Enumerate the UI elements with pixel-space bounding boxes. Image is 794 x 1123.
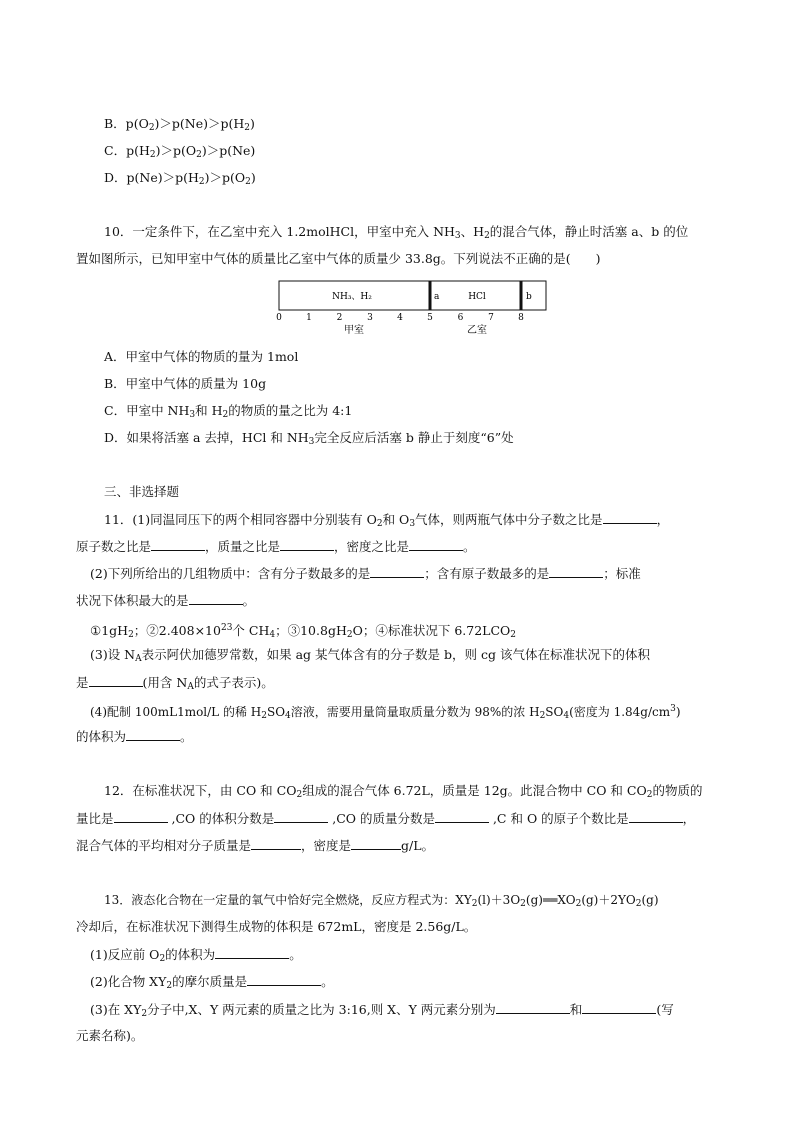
answer-blank: [549, 565, 603, 578]
tick-4: 4: [397, 313, 403, 323]
answer-blank: [409, 538, 463, 551]
q11-part1-line2: 原子数之比是 ，质量之比是 ，密度之比是 。: [76, 539, 476, 554]
q10-option-d: D．如果将活塞 a 去掉，HCl 和 $NH_3$完全反应后活塞 b 静止于刻度“6”处: [104, 430, 514, 447]
q12-line3: 混合气体的平均相对分子质量是 ，密度是 g/L。: [76, 838, 435, 853]
tick-2: 2: [336, 313, 343, 323]
q10-stem-line1: 10．一定条件下，在乙室中充入 1.2molHCl，甲室中充入 $NH_3$、$H_2$的混合气体，静止时活塞 a、b 的位: [104, 224, 689, 241]
answer-blank: [247, 973, 321, 986]
tick-7: 7: [488, 313, 494, 323]
piston-diagram: [270, 276, 560, 342]
q10-option-b: B．甲室中气体的质量为 10g: [104, 376, 267, 391]
answer-blank: [280, 538, 334, 551]
q11-part3-line2: 是 (用含 $N_A$的式子表示)。: [76, 675, 274, 692]
q13-line1: 13．液态化合物在一定量的氧气中恰好完全燃烧，反应方程式为：$XY_2(l)+3O_2(g)══XO_2(g)+2YO_2(g)$: [104, 893, 659, 909]
scale-ticks: [276, 313, 524, 323]
q11-part2-line1: (2)下列所给出的几组物质中：含有分子数最多的是 ；含有原子数最多的是 ；标准: [90, 566, 641, 581]
q11-part2-line2: 状况下体积最大的是 。: [76, 593, 256, 608]
answer-blank: [496, 1001, 570, 1014]
tick-8: 8: [518, 313, 524, 323]
chamber-jia-label: 甲室: [344, 325, 364, 336]
answer-blank: [435, 810, 489, 823]
answer-blank: [189, 592, 243, 605]
answer-blank: [582, 1001, 656, 1014]
q13-part3-line1: (3)在 $XY_2$分子中,X、Y 两元素的质量之比为 3:16,则 X、Y 两元素分别为 和 (写: [90, 1002, 674, 1019]
piston-b-label: b: [526, 292, 532, 302]
answer-blank: [126, 728, 180, 741]
cylinder-outline: [279, 281, 546, 310]
answer-blank: [629, 810, 683, 823]
piston-b: [520, 281, 523, 310]
q12-line2: 量比是 ,CO 的体积分数是 ,CO 的质量分数是 ,C 和 O 的原子个数比是 ，: [76, 811, 696, 826]
tick-0: 0: [276, 313, 282, 323]
chamber-yi-label: 乙室: [467, 325, 487, 336]
option-c: C．$p(H_2)>p(O_2)>p(Ne)$: [104, 143, 256, 160]
answer-blank: [215, 946, 289, 959]
option-b: B．$p(O_2)>p(Ne)>p(H_2)$: [104, 116, 255, 133]
q13-part3-line2: 元素名称)。: [76, 1028, 144, 1043]
q13-part1: (1)反应前 $O_2$的体积为 。: [90, 947, 302, 964]
q13-part2: (2)化合物 $XY_2$的摩尔质量是 。: [90, 974, 334, 991]
q11-part4-line2: 的体积为 。: [76, 729, 193, 744]
gas-jia-label: NH₃、H₂: [332, 292, 372, 302]
tick-3: 3: [367, 313, 373, 323]
q12-line1: 12．在标准状况下，由 CO 和 $CO_2$组成的混合气体 6.72L，质量是 12g。此混合物中 CO 和 $CO_2$的物质的: [104, 783, 703, 800]
option-d: D．$p(Ne)>p(H_2)>p(O_2)$: [104, 170, 256, 187]
tick-5: 5: [427, 313, 433, 323]
answer-blank: [251, 837, 301, 850]
answer-blank: [114, 810, 168, 823]
answer-blank: [370, 565, 424, 578]
q11-part4-line1: (4)配制 100mL1mol/L 的稀 $H_2SO_4$溶液，需要用量筒量取质量分数为 98%的浓 $H_2SO_4$(密度为 $1.84g/cm^3$): [90, 704, 681, 721]
q11-part2-substances: $①1gH_2$；$②2.408\times 10^{23}$个 $CH_4$；$③10.8gH_2O$；④标准状况下 $6.72LCO_2$: [90, 623, 516, 640]
piston-a: [429, 281, 432, 310]
q11-part1-line1: 11．(1)同温同压下的两个相同容器中分别装有 $O_2$和 $O_3$气体，则两瓶气体中分子数之比是 ，: [104, 512, 670, 529]
answer-blank: [89, 674, 143, 687]
q10-option-c: C．甲室中 $NH_3$和 $H_2$的物质的量之比为 4:1: [104, 403, 353, 420]
answer-blank: [274, 810, 328, 823]
tick-6: 6: [457, 313, 464, 323]
answer-blank: [603, 511, 657, 524]
gas-yi-label: HCl: [468, 292, 486, 302]
q10-stem-line2: 置如图所示，已知甲室中气体的质量比乙室中气体的质量少 33.8g。下列说法不正确的是( ): [76, 251, 601, 266]
q11-part3-line1: (3)设 $N_A$表示阿伏加德罗常数，如果 ag 某气体含有的分子数是 b，则 cg 该气体在标准状况下的体积: [90, 647, 650, 664]
q10-option-a: A．甲室中气体的物质的量为 1mol: [104, 349, 299, 364]
answer-blank: [351, 837, 401, 850]
q13-line2: 冷却后，在标准状况下测得生成物的体积是 672mL，密度是 2.56g/L。: [76, 919, 477, 934]
piston-a-label: a: [434, 292, 440, 302]
tick-1: 1: [306, 313, 312, 323]
answer-blank: [151, 538, 205, 551]
section-heading: 三、非选择题: [104, 484, 180, 499]
